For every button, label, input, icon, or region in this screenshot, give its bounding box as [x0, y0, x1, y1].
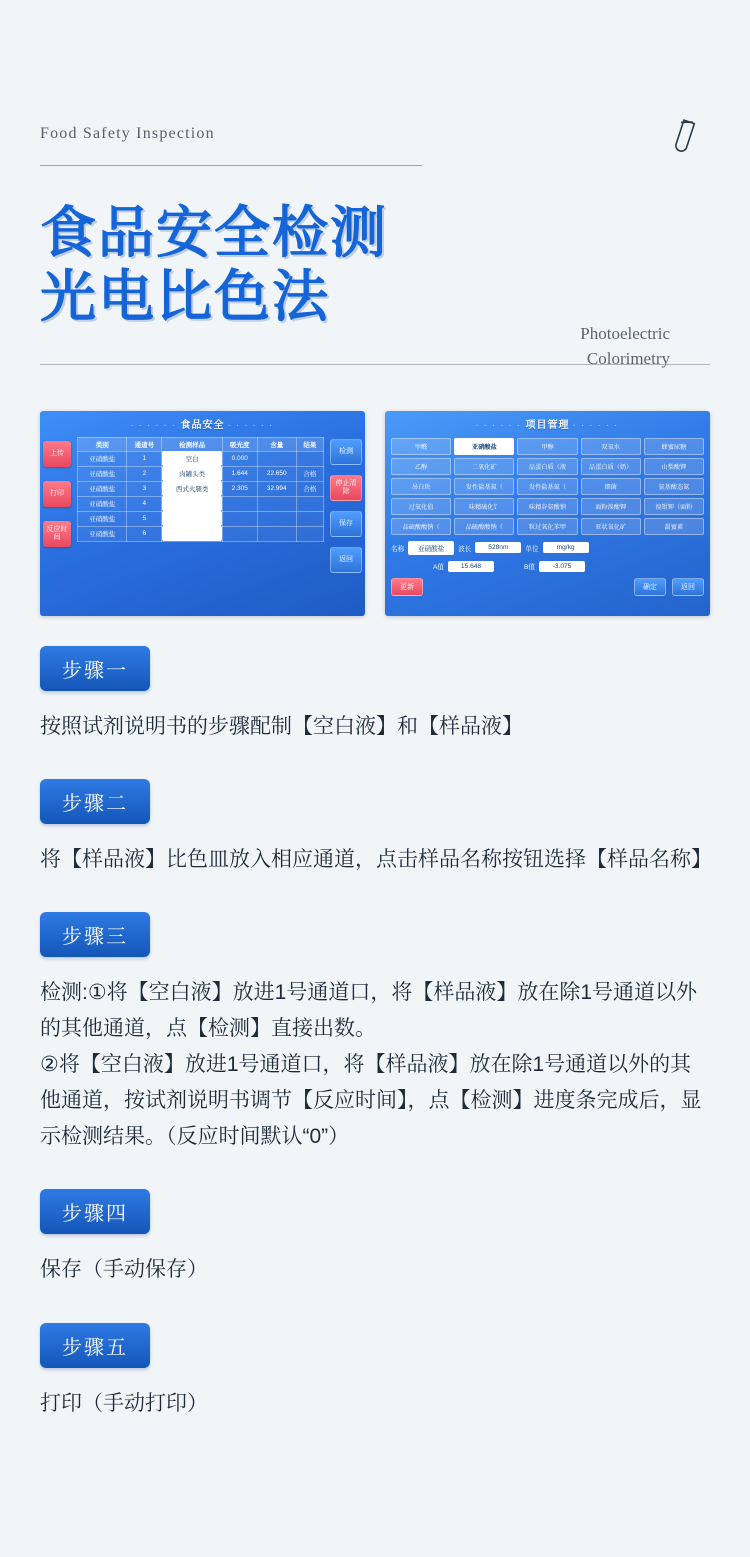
cell-channel: 4 — [127, 496, 162, 511]
project-chip[interactable]: 发性盐基氮（ — [454, 478, 514, 495]
step-badge-4: 步骤四 — [40, 1189, 150, 1234]
cell-absorbance: 1.644 — [222, 466, 257, 481]
cell-type: 亚硝酸盐 — [78, 451, 127, 466]
cell-result — [296, 511, 323, 526]
cell-result — [296, 526, 323, 541]
cell-result: 合格 — [296, 466, 323, 481]
step-line: 将【样品液】比色皿放入相应通道，点击样品名称按钮选择【样品名称】 — [40, 847, 712, 871]
unit-label: 单位 — [525, 545, 539, 553]
cell-type: 亚硝酸盐 — [78, 526, 127, 541]
page-title-line2: 光电比色法 — [40, 264, 330, 330]
project-chip[interactable]: 甜蜜素 — [644, 518, 704, 535]
col-absorbance: 吸光度 — [222, 437, 257, 451]
step-text-2 — [40, 842, 710, 878]
screenshot-left-title-text: 食品安全 — [180, 419, 225, 431]
col-content: 含量 — [257, 437, 296, 451]
step-block-2 — [40, 779, 710, 878]
cell-type: 亚硝酸盐 — [78, 511, 127, 526]
cell-content: 22.650 — [257, 466, 296, 481]
name-field[interactable]: 亚硝酸盐 — [408, 541, 454, 555]
table-row — [78, 526, 324, 541]
project-chip[interactable]: 品硫酸酸钠（ — [391, 518, 451, 535]
screenshot-left-dots-left: · · · · · · — [131, 422, 177, 430]
step-badge-3: 步骤三 — [40, 912, 150, 957]
step-badge-2: 步骤二 — [40, 779, 150, 824]
cell-result: 合格 — [296, 481, 323, 496]
project-chip[interactable]: 亚状氧化矿 — [581, 518, 641, 535]
project-chip[interactable]: 品蛋白质（奶） — [581, 458, 641, 475]
cell-type: 亚硝酸盐 — [78, 481, 127, 496]
header-english-label: Food Safety Inspection — [40, 125, 215, 142]
project-chip[interactable]: 面粉溴酸钾 — [581, 498, 641, 515]
cell-content — [257, 526, 296, 541]
table-header-row — [78, 437, 324, 451]
a-value-field[interactable]: 15.648 — [448, 561, 494, 572]
project-chip[interactable]: 溴钼钾（面粉 — [644, 498, 704, 515]
project-chip[interactable]: 过氧化值 — [391, 498, 451, 515]
screenshot-left-sidebar — [40, 435, 74, 607]
table-row — [78, 466, 324, 481]
project-chip[interactable]: 氨基酸态氮 — [644, 478, 704, 495]
return-button[interactable]: 返回 — [672, 578, 704, 596]
cell-channel: 1 — [127, 451, 162, 466]
project-fields-row — [385, 538, 710, 558]
step-badge-1: 步骤一 — [40, 646, 150, 691]
step-block-5 — [40, 1323, 710, 1422]
reaction-time-button[interactable]: 反应时间 — [43, 521, 71, 547]
b-value-field[interactable]: -3.075 — [539, 561, 585, 572]
test-tube-icon — [666, 118, 700, 156]
cell-absorbance: 0.000 — [222, 451, 257, 466]
cell-channel: 3 — [127, 481, 162, 496]
subtitle-english — [580, 322, 670, 371]
cell-channel: 6 — [127, 526, 162, 541]
project-chip[interactable]: 品蛋白质（液 — [517, 458, 577, 475]
screenshot-left-title — [40, 411, 365, 435]
step-text-3 — [40, 975, 710, 1156]
project-chip[interactable]: 品硫酸酸钠（ — [454, 518, 514, 535]
project-chip[interactable]: 山梨酸钾 — [644, 458, 704, 475]
screenshot-right-title-text: 项目管理 — [525, 419, 570, 431]
cell-type: 亚硝酸盐 — [78, 496, 127, 511]
wavelength-label: 波长 — [458, 545, 472, 553]
project-chip[interactable]: 发性盐基氮（ — [517, 478, 577, 495]
step-text-5 — [40, 1386, 710, 1422]
project-chip-grid — [385, 435, 710, 538]
step-line: 打印（手动打印） — [40, 1391, 208, 1415]
sample-name-input[interactable] — [162, 526, 222, 541]
step-block-4 — [40, 1189, 710, 1288]
screenshot-left-actions — [327, 435, 365, 607]
col-sample: 检测样品 — [162, 437, 222, 451]
coefficient-row — [385, 558, 710, 575]
project-chip[interactable]: 蜂蜜尿糖 — [644, 438, 704, 455]
table-row — [78, 511, 324, 526]
table-row — [78, 481, 324, 496]
step-text-1 — [40, 709, 710, 745]
col-channel: 通道号 — [127, 437, 162, 451]
detection-table-wrapper — [74, 435, 327, 607]
header-divider — [40, 165, 422, 166]
step-block-1 — [40, 646, 710, 745]
cell-content — [257, 511, 296, 526]
screenshot-right-dots-left: · · · · · · — [476, 422, 522, 430]
step-line: 保存（手动保存） — [40, 1258, 208, 1282]
project-chip[interactable]: 乙醇 — [391, 458, 451, 475]
stop-clear-button[interactable]: 停止清除 — [330, 475, 362, 501]
wavelength-field[interactable]: 528nm — [475, 542, 521, 553]
step-line: 按照试剂说明书的步骤配制【空白液】和【样品液】 — [40, 714, 523, 738]
save-button[interactable]: 保存 — [330, 511, 362, 537]
cell-result — [296, 451, 323, 466]
detection-table — [77, 437, 324, 542]
sample-name-input[interactable]: 空白 — [162, 451, 222, 466]
table-row — [78, 496, 324, 511]
subtitle-english-line2: Colorimetry — [586, 348, 670, 368]
screenshot-right-title — [385, 411, 710, 435]
step-line: ②将【空白液】放进1号通道口，将【样品液】放在除1号通道以外的其他通道，按试剂说明书调节【反应时间】，点【检测】进度条完成后，显示检测结果。（反应时间默认“0”） — [40, 1053, 702, 1149]
sample-name-input[interactable]: 肉罐头类 — [162, 466, 222, 481]
screenshot-left-body — [40, 435, 365, 607]
project-chip[interactable]: 味精硫化饣 — [454, 498, 514, 515]
name-label: 名称 — [391, 545, 405, 553]
project-chip[interactable]: 粒过氧化苯甲 — [517, 518, 577, 535]
sample-name-input[interactable] — [162, 496, 222, 511]
project-chip[interactable]: 二氧化矿 — [454, 458, 514, 475]
step-block-3 — [40, 912, 710, 1156]
step-badge-5: 步骤五 — [40, 1323, 150, 1368]
page-title — [40, 202, 710, 330]
project-chip[interactable]: 甲醛 — [391, 438, 451, 455]
steps-section — [40, 646, 710, 1516]
sample-name-input[interactable]: 西式火腿类 — [162, 481, 222, 496]
b-value-label: B值 — [524, 564, 535, 572]
page-header — [40, 0, 710, 368]
sample-name-input[interactable] — [162, 511, 222, 526]
detect-button[interactable]: 检测 — [330, 439, 362, 465]
cell-content — [257, 451, 296, 466]
project-chip[interactable]: 味精谷氨酸钠 — [517, 498, 577, 515]
upload-button[interactable]: 上传 — [43, 441, 71, 467]
cell-absorbance — [222, 496, 257, 511]
page-title-line1: 食品安全检测 — [40, 201, 388, 266]
cell-result — [296, 496, 323, 511]
project-chip[interactable]: 甲醇 — [517, 438, 577, 455]
screenshot-gallery — [40, 411, 710, 616]
cell-absorbance — [222, 511, 257, 526]
cell-channel: 5 — [127, 511, 162, 526]
cell-absorbance — [222, 526, 257, 541]
screenshot-detection-panel — [40, 411, 365, 616]
col-result: 结果 — [296, 437, 323, 451]
screenshot-right-dots-right: · · · · · · — [573, 422, 619, 430]
project-chip[interactable]: 细菌 — [581, 478, 641, 495]
project-chip-selected[interactable]: 亚硝酸盐 — [454, 438, 514, 455]
col-type: 类别 — [78, 437, 127, 451]
cell-channel: 2 — [127, 466, 162, 481]
cell-content — [257, 496, 296, 511]
screenshot-project-management — [385, 411, 710, 616]
table-row — [78, 451, 324, 466]
confirm-button[interactable]: 确定 — [634, 578, 666, 596]
back-button[interactable]: 返回 — [330, 547, 362, 573]
step-line: 检测:①将【空白液】放进1号通道口，将【样品液】放在除1号通道以外的其他通道，点【检测】直接出数。 — [40, 980, 698, 1040]
project-chip[interactable]: 吊白块 — [391, 478, 451, 495]
cell-absorbance: 2.305 — [222, 481, 257, 496]
a-value-label: A值 — [433, 564, 444, 572]
print-button[interactable]: 打印 — [43, 481, 71, 507]
subtitle-english-line1: Photoelectric — [580, 324, 670, 343]
cell-content: 32.994 — [257, 481, 296, 496]
step-text-4 — [40, 1252, 710, 1288]
screenshot-left-dots-right: · · · · · · — [228, 422, 274, 430]
project-chip[interactable]: 双氧水 — [581, 438, 641, 455]
update-button[interactable]: 更新 — [391, 578, 423, 596]
unit-field[interactable]: mg/kg — [543, 542, 589, 553]
project-footer-actions — [385, 575, 710, 599]
cell-type: 亚硝酸盐 — [78, 466, 127, 481]
